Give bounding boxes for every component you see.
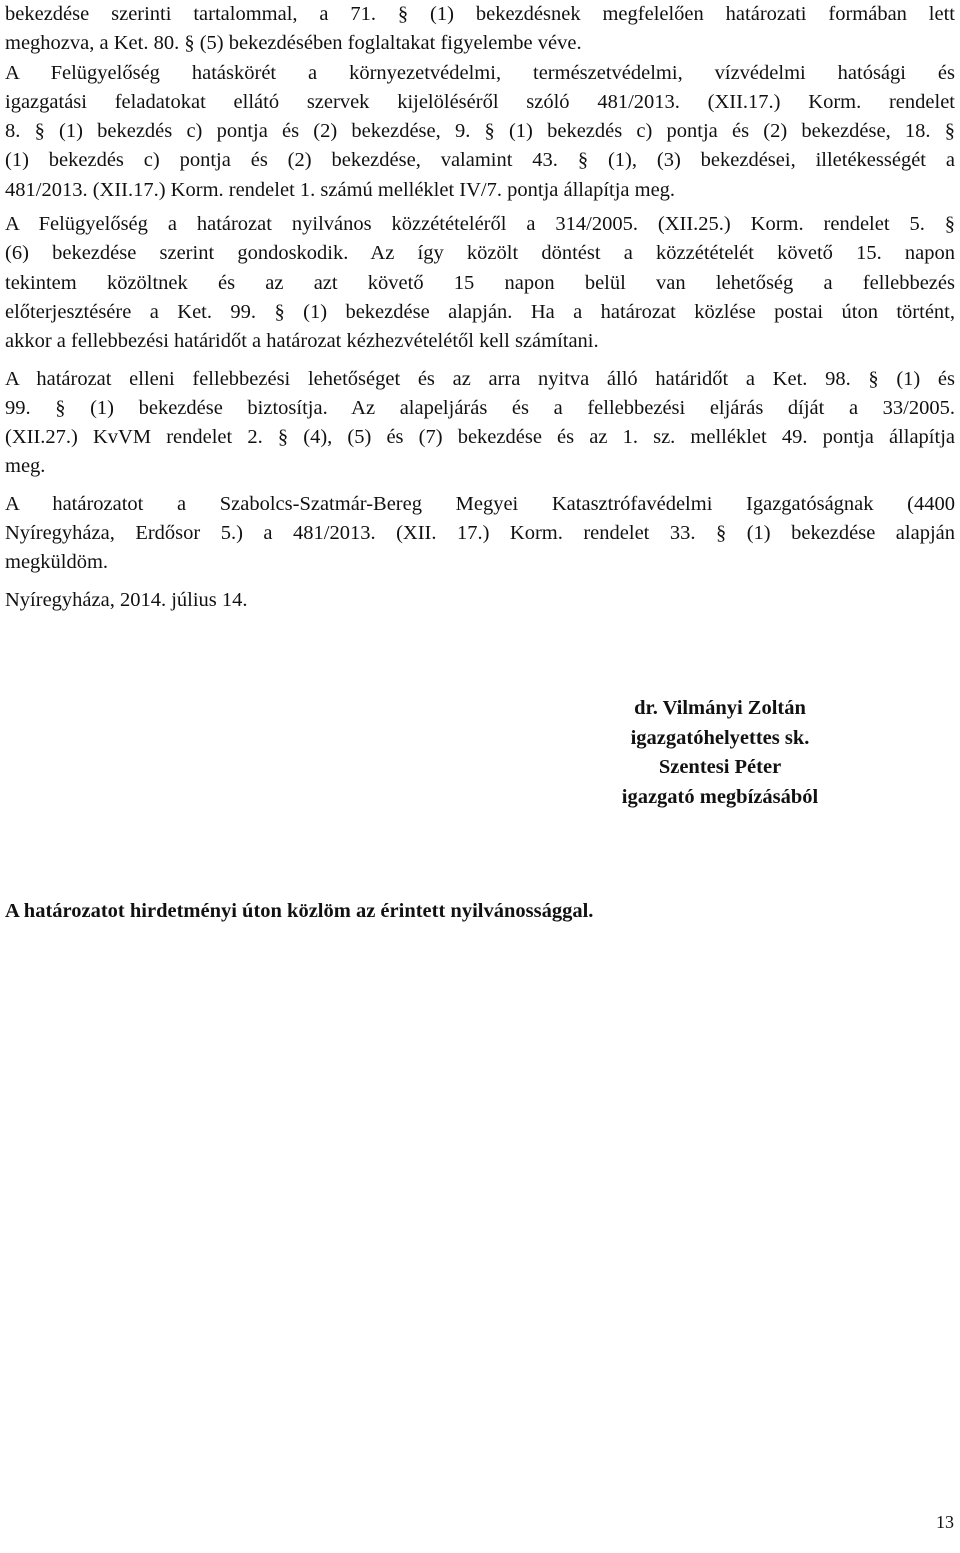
- place-and-date: [5, 586, 955, 615]
- text-line: (XII.27.) KvVM rendelet 2. § (4), (5) és (7) bekezdése és az 1. sz. melléklet 49. pontja állapítja: [5, 426, 955, 449]
- paragraph-authority-competence: [5, 59, 955, 205]
- paragraph-publication: [5, 210, 955, 356]
- text-line: akkor a fellebbezési határidőt a határozat kézhezvételétől kell számítani.: [5, 330, 599, 353]
- text-line: meghozva, a Ket. 80. § (5) bekezdésében foglaltakat figyelembe véve.: [5, 32, 582, 55]
- text-line: (1) bekezdés c) pontja és (2) bekezdése, valamint 43. § (1), (3) bekezdései, illetékességét a: [5, 149, 955, 172]
- text-line: meg.: [5, 455, 46, 478]
- text-line: 99. § (1) bekezdése biztosítja. Az alapeljárás és a fellebbezési eljárás díját a 33/2005.: [5, 396, 955, 419]
- signatory-name: dr. Vilmányi Zoltán: [634, 697, 806, 719]
- signatory-title: igazgató megbízásából: [621, 785, 819, 808]
- public-notice: A határozatot hirdetményi úton közlöm az érintett nyilvánossággal.: [5, 900, 594, 922]
- text-line: A határozatot a Szabolcs-Szatmár-Bereg Megyei Katasztrófavédelmi Igazgatóságnak (4400: [5, 492, 955, 515]
- text-line: A Felügyelőség hatáskörét a környezetvédelmi, természetvédelmi, vízvédelmi hatósági és: [5, 61, 955, 84]
- paragraph-forwarding: [5, 490, 955, 578]
- text-line: Nyíregyháza, 2014. július 14.: [5, 588, 248, 611]
- text-line: (6) bekezdése szerint gondoskodik. Az így közölt döntést a közzétételét követő 15. napon: [5, 242, 955, 265]
- text-line: A Felügyelőség a határozat nyilvános közzétételéről a 314/2005. (XII.25.) Korm. rendelet 5. §: [5, 213, 955, 236]
- signatory-title: igazgatóhelyettes sk.: [630, 726, 810, 749]
- text-line: A határozat elleni fellebbezési lehetőséget és az arra nyitva álló határidőt a Ket. 98. § (1) és: [5, 367, 955, 390]
- signature-block: [560, 694, 880, 812]
- page-number: 13: [936, 1512, 954, 1532]
- paragraph-decision-basis: [5, 0, 955, 59]
- document-body: [5, 0, 955, 615]
- text-line: bekezdése szerinti tartalommal, a 71. § (1) bekezdésnek megfelelően határozati formában lett: [5, 3, 955, 25]
- text-line: 481/2013. (XII.17.) Korm. rendelet 1. számú melléklet IV/7. pontja állapítja meg.: [5, 178, 676, 201]
- text-line: előterjesztésére a Ket. 99. § (1) bekezdése alapján. Ha a határozat közlése postai úton történt,: [5, 300, 955, 323]
- text-line: Nyíregyháza, Erdősor 5.) a 481/2013. (XII. 17.) Korm. rendelet 33. § (1) bekezdése alapján: [5, 522, 955, 545]
- paragraph-appeal: [5, 365, 955, 482]
- text-line: igazgatási feladatokat ellátó szervek kijelöléséről szóló 481/2013. (XII.17.) Korm. rendelet: [5, 90, 955, 113]
- text-line: 8. § (1) bekezdés c) pontja és (2) bekezdése, 9. § (1) bekezdés c) pontja és (2) bekezdése, 18. §: [5, 120, 955, 143]
- signatory-name: Szentesi Péter: [658, 756, 782, 778]
- text-line: megküldöm.: [5, 551, 109, 574]
- text-line: tekintem közöltnek és az azt követő 15 napon belül van lehetőség a fellebbezés: [5, 271, 955, 294]
